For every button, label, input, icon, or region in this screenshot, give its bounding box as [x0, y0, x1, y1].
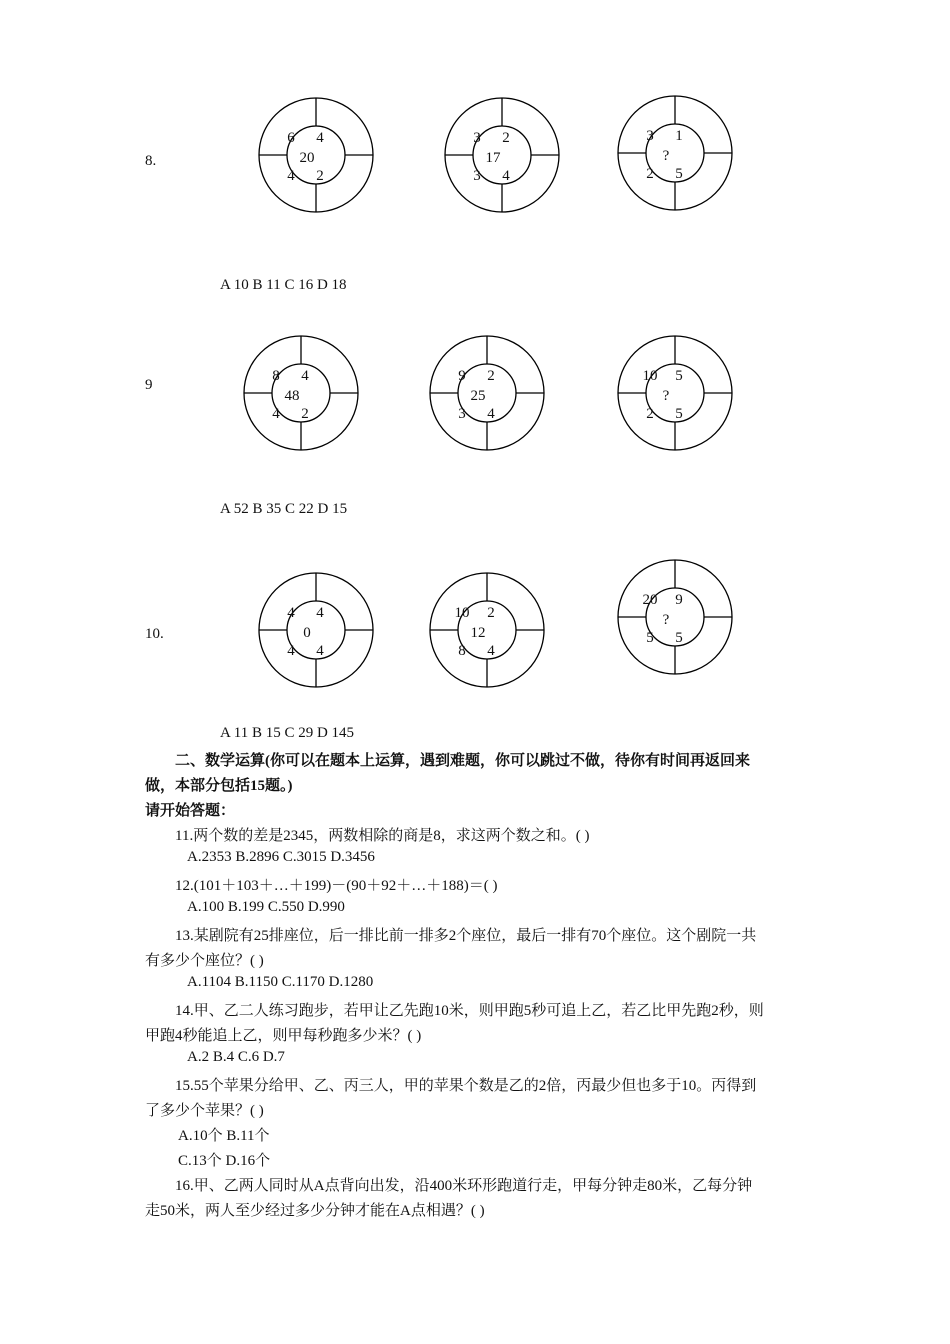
- question-15-options-c-d: C.13个 D.16个: [178, 1153, 271, 1169]
- ring-figure: [618, 560, 732, 674]
- center-number: 20: [299, 150, 315, 166]
- center-number: 25: [470, 388, 486, 404]
- top-right-number: 4: [316, 130, 324, 146]
- question-16: 16.甲、乙两人同时从A点背向出发，沿400米环形跑道行走，甲每分钟走80米，乙每分钟: [175, 1178, 753, 1194]
- bottom-right-number: 4: [487, 643, 495, 659]
- question-number-8: 8.: [145, 153, 157, 169]
- bottom-right-number: 5: [675, 630, 683, 646]
- question-15-cont: 了多少个苹果？( ): [145, 1103, 264, 1119]
- question-14: 14.甲、乙二人练习跑步，若甲让乙先跑10米，则甲跑5秒可追上乙，若乙比甲先跑2秒，则: [175, 1003, 764, 1019]
- question-16-cont: 走50米，两人至少经过多少分钟才能在A点相遇？( ): [145, 1203, 485, 1219]
- top-left-number: 6: [287, 130, 295, 146]
- top-left-number: 10: [642, 368, 658, 384]
- top-left-number: 9: [458, 368, 466, 384]
- bottom-left-number: 5: [646, 630, 654, 646]
- question-15-options-a-b: A.10个 B.11个: [178, 1128, 270, 1144]
- top-right-number: 2: [487, 368, 495, 384]
- start-instruction: 请开始答题：: [145, 803, 236, 819]
- bottom-right-number: 4: [502, 168, 510, 184]
- top-left-number: 20: [642, 592, 658, 608]
- bottom-left-number: 4: [287, 168, 295, 184]
- question-14-cont: 甲跑4秒能追上乙，则甲每秒跑多少米？( ): [145, 1028, 422, 1044]
- question-13: 13.某剧院有25排座位，后一排比前一排多2个座位，最后一排有70个座位。这个剧院一共: [175, 928, 757, 944]
- question-13-cont: 有多少个座位？( ): [145, 953, 264, 969]
- bottom-right-number: 2: [301, 406, 309, 422]
- top-left-number: 4: [287, 605, 295, 621]
- question-number-10: 10.: [145, 626, 164, 642]
- center-number: 17: [485, 150, 501, 166]
- section-heading: 二、数学运算(你可以在题本上运算，遇到难题，你可以跳过不做，待你有时间再返回来: [175, 753, 750, 769]
- top-left-number: 3: [473, 130, 481, 146]
- top-left-number: 8: [272, 368, 280, 384]
- center-number: ?: [662, 148, 670, 164]
- ring-figure: [259, 573, 373, 687]
- options-9: A 52 B 35 C 22 D 15: [220, 501, 348, 517]
- top-right-number: 2: [502, 130, 510, 146]
- question-12: 12.(101＋103＋…＋199)－(90＋92＋…＋188)＝( ): [175, 878, 498, 894]
- bottom-left-number: 8: [458, 643, 466, 659]
- center-number: 0: [303, 625, 311, 641]
- bottom-left-number: 2: [646, 166, 654, 182]
- bottom-right-number: 5: [675, 406, 683, 422]
- bottom-left-number: 4: [287, 643, 295, 659]
- question-11: 11.两个数的差是2345，两数相除的商是8，求这两个数之和。( ): [175, 828, 590, 844]
- bottom-left-number: 3: [458, 406, 466, 422]
- bottom-right-number: 5: [675, 166, 683, 182]
- question-14-options: A.2 B.4 C.6 D.7: [187, 1049, 285, 1065]
- question-15: 15.55个苹果分给甲、乙、丙三人，甲的苹果个数是乙的2倍，丙最少但也多于10。丙得到: [175, 1078, 757, 1094]
- top-left-number: 10: [454, 605, 470, 621]
- top-right-number: 5: [675, 368, 683, 384]
- options-8: A 10 B 11 C 16 D 18: [220, 277, 347, 293]
- top-right-number: 9: [675, 592, 683, 608]
- top-right-number: 4: [316, 605, 324, 621]
- top-right-number: 1: [675, 128, 683, 144]
- center-number: 48: [284, 388, 300, 404]
- bottom-left-number: 3: [473, 168, 481, 184]
- question-number-9: 9: [145, 377, 153, 393]
- top-right-number: 2: [487, 605, 495, 621]
- bottom-right-number: 4: [316, 643, 324, 659]
- center-number: ?: [662, 388, 670, 404]
- question-12-options: A.100 B.199 C.550 D.990: [187, 899, 345, 915]
- center-number: ?: [662, 612, 670, 628]
- options-10: A 11 B 15 C 29 D 145: [220, 725, 355, 741]
- bottom-right-number: 4: [487, 406, 495, 422]
- ring-figure: [430, 573, 544, 687]
- top-right-number: 4: [301, 368, 309, 384]
- center-number: 12: [470, 625, 486, 641]
- section-heading-cont: 做，本部分包括15题。): [145, 778, 293, 794]
- question-11-options: A.2353 B.2896 C.3015 D.3456: [187, 849, 375, 865]
- question-13-options: A.1104 B.1150 C.1170 D.1280: [187, 974, 374, 990]
- top-left-number: 3: [646, 128, 654, 144]
- bottom-left-number: 2: [646, 406, 654, 422]
- bottom-right-number: 2: [316, 168, 324, 184]
- bottom-left-number: 4: [272, 406, 280, 422]
